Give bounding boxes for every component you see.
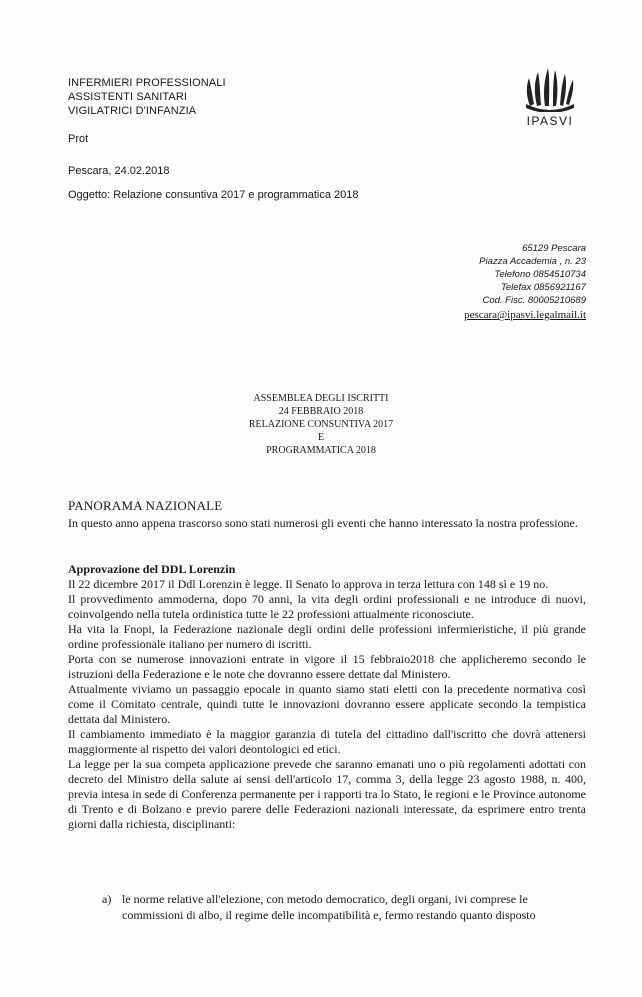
org-line: ASSISTENTI SANITARI — [68, 91, 188, 103]
assembly-line: RELAZIONE CONSUNTIVA 2017 — [248, 419, 394, 430]
assembly-line: PROGRAMMATICA 2018 — [266, 445, 376, 456]
ddl-body — [68, 577, 586, 832]
paragraph: Il provvedimento ammoderna, dopo 70 anni, la vita degli ordini professionali e ne introduce di nuovi, coinvolgendo nella tutela ordinistica tutte le 22 professioni attualmente riconosciute. — [68, 592, 586, 621]
assembly-line: E — [317, 432, 325, 443]
assembly-line: 24 FEBBRAIO 2018 — [278, 406, 364, 417]
list-item-text: le norme relative all'elezione, con metodo democratico, degli organi, ivi comprese le commissioni di albo, il regime delle incompatibilità e, fermo restando quanto disposto — [122, 892, 536, 922]
org-line: VIGILATRICI D'INFANZIA — [68, 105, 197, 117]
paragraph: Ha vita la Fnopi, la Federazione nazionale degli ordini delle professioni infermieristiche, il più grande ordine professionale italiano per numero di iscritti. — [68, 622, 586, 651]
address-line: 65129 Pescara — [522, 243, 586, 254]
flame-hands-icon — [520, 66, 580, 112]
list-marker: a) — [102, 892, 112, 906]
subject-line: Oggetto: Relazione consuntiva 2017 e programmatica 2018 — [68, 189, 359, 201]
assembly-line: ASSEMBLEA DEGLI ISCRITTI — [253, 393, 389, 404]
address-block — [464, 242, 586, 322]
address-line: Piazza Accademia , n. 23 — [479, 256, 586, 267]
logo-text: IPASVI — [526, 114, 574, 128]
paragraph: La legge per la sua competa applicazione prevede che saranno emanati uno o più regolamenti adottati con decreto del Ministro della salute ai sensi dell'articolo 17, comma 3, della legge 23 agosto 1988, n. 400, previa intesa in sede di Conferenza permanente per i rapporti tra lo Stato, le regioni e le Province autonome di Trento e di Bolzano e previo parere delle Federazioni nazionali interessate, da esprimere entro trenta giorni dalla richiesta, disciplinanti: — [68, 757, 586, 831]
address-line: Telefono 0854510734 — [494, 269, 586, 280]
place-date: Pescara, 24.02.2018 — [68, 165, 170, 177]
subsection-heading: Approvazione del DDL Lorenzin — [68, 562, 236, 576]
paragraph: Il cambiamento immediato è la maggior garanzia di tutela del cittadino dall'iscritto che dovrà attenersi maggiormente al rispetto dei valori deontologici ed etici. — [68, 727, 586, 756]
section-heading: PANORAMA NAZIONALE — [68, 498, 223, 513]
paragraph: Porta con se numerose innovazioni entrate in vigore il 15 febbraio2018 che applicheremo secondo le istruzioni della Federazione e le note che dovranno essere dettate dal Ministero. — [68, 652, 586, 681]
ipasvi-logo — [520, 66, 580, 136]
protocol-label: Prot — [68, 133, 89, 145]
assembly-title — [0, 392, 642, 457]
pec-email: pescara@ipasvi.legalmail.it — [464, 309, 586, 321]
org-line: INFERMIERI PROFESSIONALI — [68, 77, 226, 89]
address-line: Telefax 0856921167 — [500, 282, 586, 293]
paragraph: Attualmente viviamo un passaggio epocale in quanto siamo stati eletti con la precedente normativa così come il Comitato centrale, quindi tutte le innovazioni dovranno essere applicate secondo la tempistica dettata dal Ministero. — [68, 682, 586, 726]
list-item — [102, 891, 572, 923]
paragraph: Il 22 dicembre 2017 il Ddl Lorenzin è legge. Il Senato lo approva in terza lettura con 148 sì e 19 no. — [68, 577, 549, 591]
address-line: Cod. Fisc. 80005210689 — [482, 295, 586, 306]
organization-heading — [68, 76, 226, 118]
section-intro: In questo anno appena trascorso sono stati numerosi gli eventi che hanno interessato la nostra professione. — [68, 516, 578, 530]
